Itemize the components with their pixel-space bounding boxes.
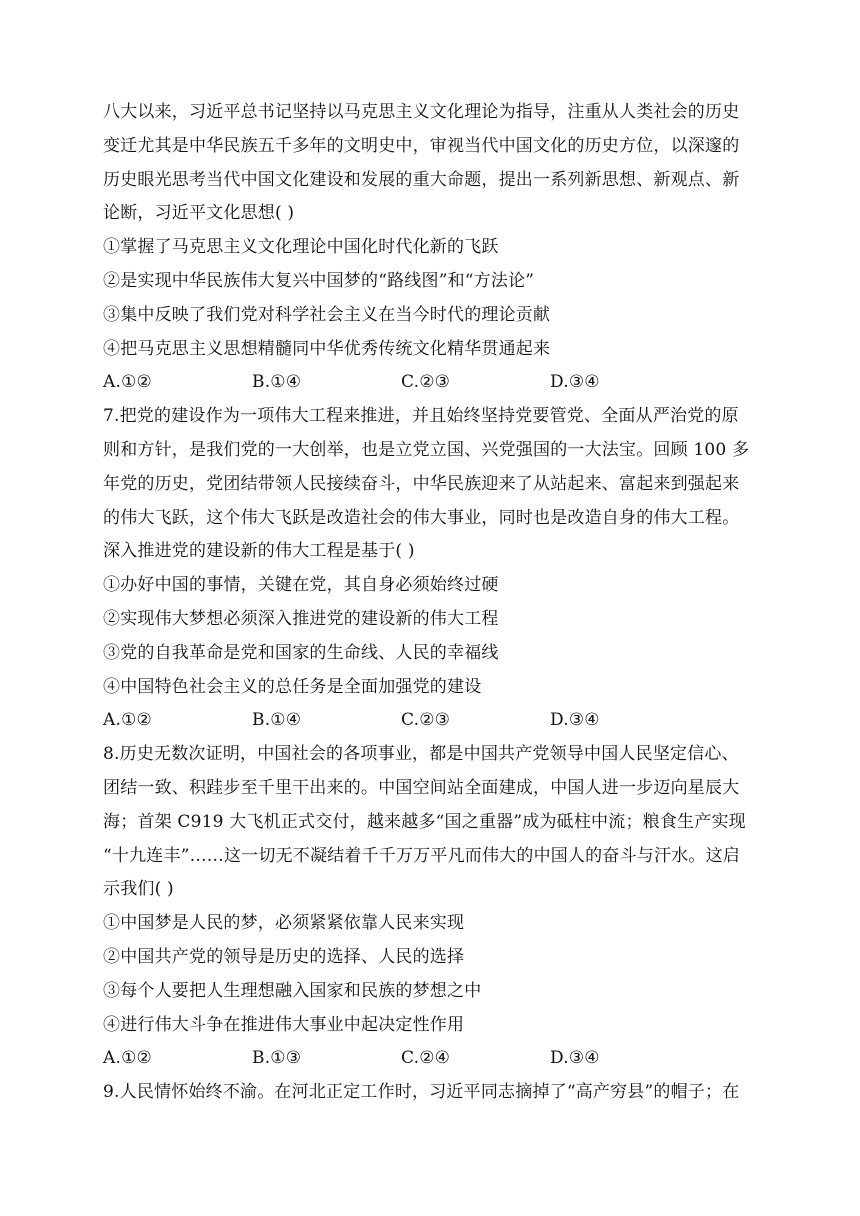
question-9	[103, 1076, 763, 1110]
question-6-statement-1: ①掌握了马克思主义文化理论中国化时代化新的飞跃	[103, 237, 499, 258]
question-8-stem-line-5: 示我们( )	[103, 879, 174, 900]
question-8-stem-line-2: 团结一致、积跬步至千里干出来的。中国空间站全面建成，中国人进一步迈向星辰大	[103, 777, 740, 798]
question-8-option-b: B.①③	[252, 1048, 302, 1069]
question-8-statement-4: ④进行伟大斗争在推进伟大事业中起决定性作用	[103, 1014, 465, 1035]
question-7-options	[103, 704, 763, 738]
question-6-option-d: D.③④	[550, 372, 600, 393]
question-7-statement-1: ①办好中国的事情，关键在党，其自身必须始终过硬	[103, 575, 499, 596]
question-6-options	[103, 366, 763, 400]
question-7-statement-3: ③党的自我革命是党和国家的生命线、人民的幸福线	[103, 642, 499, 663]
question-7-stem-line-4: 的伟大飞跃，这个伟大飞跃是改造社会的伟大事业，同时也是改造自身的伟大工程。	[103, 507, 740, 528]
question-6-option-c: C.②③	[401, 372, 451, 393]
question-8-stem-line-4: “十九连丰”……这一切无不凝结着千千万万平凡而伟大的中国人的奋斗与汗水。这启	[103, 845, 740, 866]
question-6-stem-line-4: 论断，习近平文化思想( )	[103, 203, 295, 224]
question-8-statement-1: ①中国梦是人民的梦，必须紧紧依靠人民来实现	[103, 913, 465, 934]
question-6-statement-2: ②是实现中华民族伟大复兴中国梦的“路线图”和“方法论”	[103, 270, 535, 291]
question-8-stem-line-1: 8.历史无数次证明，中国社会的各项事业，都是中国共产党领导中国人民坚定信心、	[103, 744, 739, 765]
question-8-option-d: D.③④	[550, 1048, 600, 1069]
question-8-statement-3: ③每个人要把人生理想融入国家和民族的梦想之中	[103, 980, 482, 1001]
question-7-stem-line-2: 则和方针，是我们党的一大创举，也是立党立国、兴党强国的一大法宝。回顾 100 多	[103, 439, 750, 460]
document-content	[103, 96, 763, 1110]
question-6-stem-line-2: 变迁尤其是中华民族五千多年的文明史中，审视当代中国文化的历史方位，以深邃的	[103, 135, 740, 156]
question-9-stem-line-1: 9.人民情怀始终不渝。在河北正定工作时，习近平同志摘掉了“高产穷县”的帽子；在	[103, 1082, 740, 1103]
question-7-statement-4: ④中国特色社会主义的总任务是全面加强党的建设	[103, 676, 482, 697]
question-7-statement-2: ②实现伟大梦想必须深入推进党的建设新的伟大工程	[103, 608, 499, 629]
question-7-option-a: A.①②	[103, 710, 152, 731]
question-6-statement-4: ④把马克思主义思想精髓同中华优秀传统文化精华贯通起来	[103, 338, 551, 359]
question-6-option-a: A.①②	[103, 372, 152, 393]
question-6-stem-line-1: 八大以来，习近平总书记坚持以马克思主义文化理论为指导，注重从人类社会的历史	[103, 102, 740, 122]
question-8-stem-line-3: 海；首架 C919 大飞机正式交付，越来越多“国之重器”成为砥柱中流；粮食生产实现	[103, 811, 746, 832]
question-6	[103, 96, 763, 400]
question-8-option-a: A.①②	[103, 1048, 152, 1069]
question-8-options	[103, 1042, 763, 1076]
question-7-stem-line-3: 年党的历史，党团结带领人民接续奋斗，中华民族迎来了从站起来、富起来到强起来	[103, 473, 740, 494]
question-7-option-c: C.②③	[401, 710, 451, 731]
question-7-stem-line-5: 深入推进党的建设新的伟大工程是基于( )	[103, 541, 415, 562]
question-6-stem-line-3: 历史眼光思考当代中国文化建设和发展的重大命题，提出一系列新思想、新观点、新	[103, 169, 740, 190]
question-7	[103, 400, 763, 738]
question-8-statement-2: ②中国共产党的领导是历史的选择、人民的选择	[103, 946, 465, 967]
question-6-statement-3: ③集中反映了我们党对科学社会主义在当今时代的理论贡献	[103, 304, 551, 325]
question-7-option-b: B.①④	[252, 710, 302, 731]
question-8-option-c: C.②④	[401, 1048, 451, 1069]
question-6-option-b: B.①④	[252, 372, 302, 393]
question-7-stem-line-1: 7.把党的建设作为一项伟大工程来推进，并且始终坚持党要管党、全面从严治党的原	[103, 406, 739, 427]
question-8	[103, 738, 763, 1076]
question-7-option-d: D.③④	[550, 710, 600, 731]
